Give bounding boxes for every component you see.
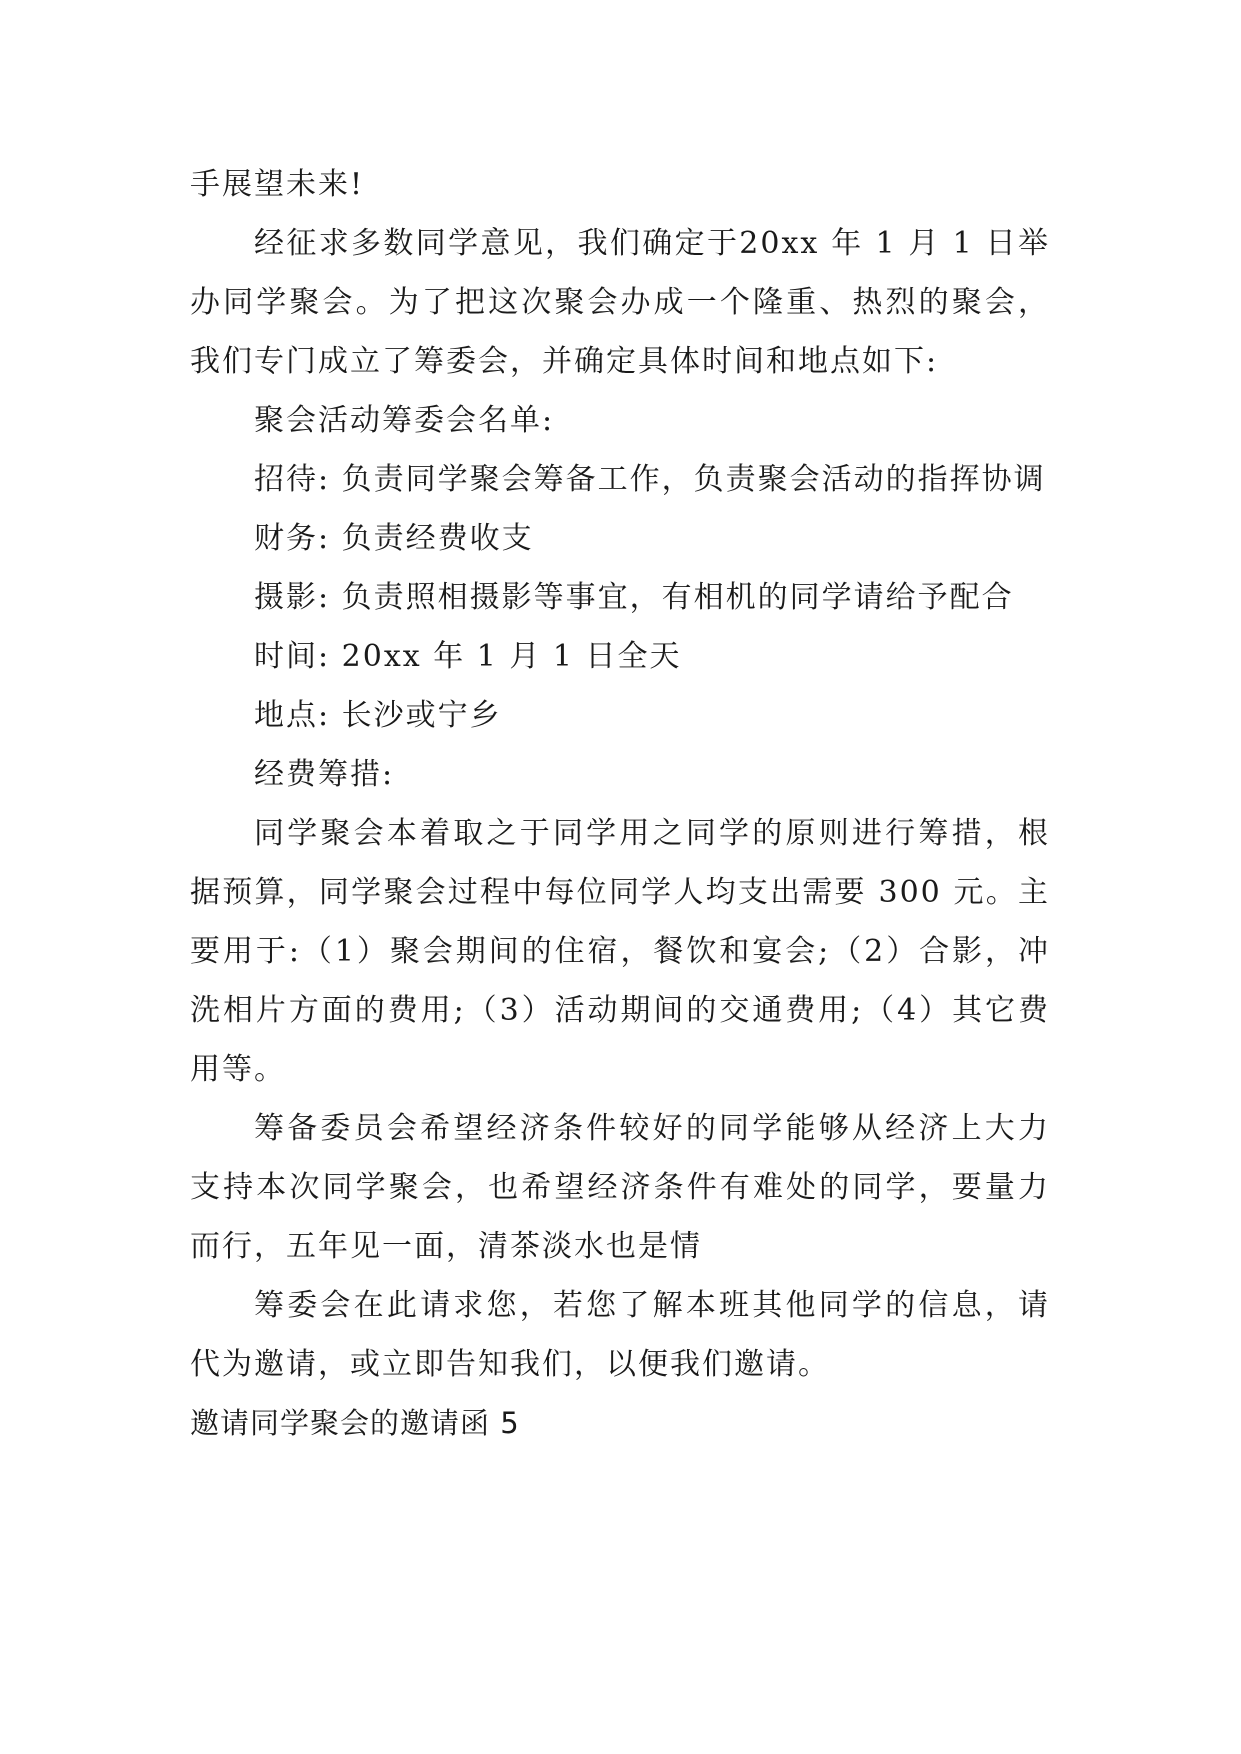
paragraph-funding-details: 同学聚会本着取之于同学用之同学的原则进行筹措，根据预算，同学聚会过程中每位同学人均支出需要 300 元。主要用于:（1）聚会期间的住宿，餐饮和宴会;（2）合影，冲洗相片方面的费用;（3）活动期间的交通费用;（4）其它费用等。: [190, 816, 1050, 1087]
paragraph-closing-line: 手展望未来!: [190, 167, 365, 202]
section-heading: 邀请同学聚会的邀请函 5: [190, 1406, 520, 1440]
paragraph-time: 时间: 20xx 年 1 月 1 日全天: [254, 639, 682, 674]
paragraph-request: 筹委会在此请求您，若您了解本班其他同学的信息，请代为邀请，或立即告知我们，以便我们邀请。: [190, 1288, 1050, 1382]
paragraph-finance-role: 财务: 负责经费收支: [254, 521, 534, 556]
paragraph-date-announcement: 经征求多数同学意见，我们确定于20xx 年 1 月 1 日举办同学聚会。为了把这次聚会办成一个隆重、热烈的聚会，我们专门成立了筹委会，并确定具体时间和地点如下:: [190, 226, 1050, 379]
paragraph-committee-hope: 筹备委员会希望经济条件较好的同学能够从经济上大力支持本次同学聚会，也希望经济条件有难处的同学，要量力而行，五年见一面，清茶淡水也是情: [190, 1111, 1050, 1264]
document-body: [190, 155, 1050, 1453]
paragraph-reception-role: 招待: 负责同学聚会筹备工作，负责聚会活动的指挥协调: [254, 462, 1046, 497]
paragraph-location: 地点: 长沙或宁乡: [254, 698, 502, 733]
paragraph-funding-title: 经费筹措:: [254, 757, 395, 792]
paragraph-photography-role: 摄影: 负责照相摄影等事宜，有相机的同学请给予配合: [254, 580, 1014, 615]
paragraph-committee-title: 聚会活动筹委会名单:: [254, 403, 555, 438]
